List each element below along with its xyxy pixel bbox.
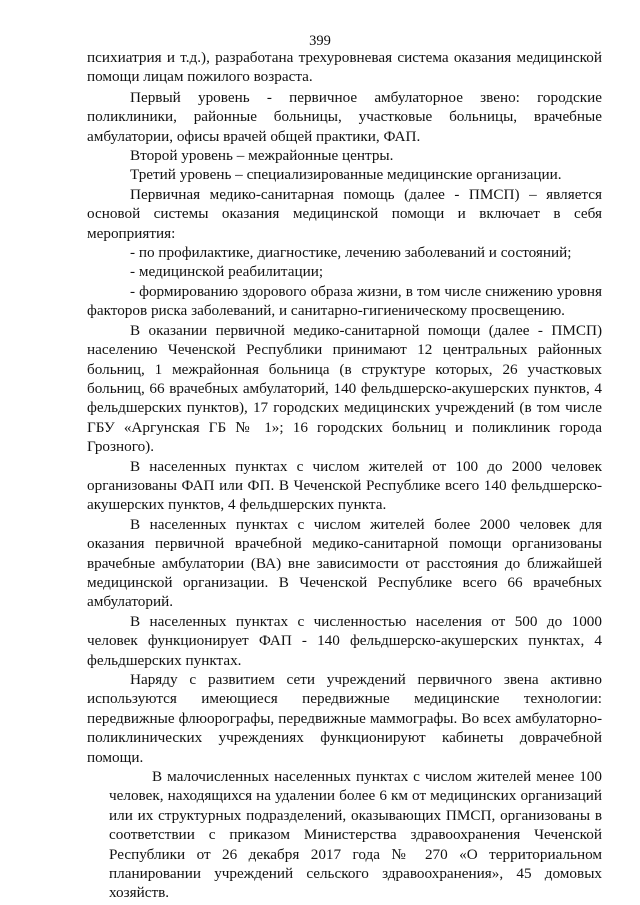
paragraph-pmsp-network: В оказании первичной медико-санитарной помощи (далее - ПМСП) населению Чеченской Республики принимают 12 центральных районных больниц, 1 межрайонная больница (в структуре которых, 26 участковых больниц, 66 врачебных амбулаторий, 140 фельдшерско-акушерских пунктов, 4 фельдшерских пунктов), 17 городских медицинских учреждений (в том числе ГБУ «Аргунская ГБ № 1»; 16 городских больниц и поликлиник города Грозного).: [87, 321, 602, 456]
list-item-prevention: - по профилактике, диагностике, лечению заболеваний и состояний;: [130, 244, 572, 262]
paragraph-first-level: Первый уровень - первичное амбулаторное звено: городские поликлиники, районные больницы, участковые больницы, врачебные амбулатории, офисы врачей общей практики, ФАП.: [87, 88, 602, 145]
paragraph-third-level: Третий уровень – специализированные медицинские организации.: [130, 166, 562, 184]
paragraph-mobile-technologies: Наряду с развитием сети учреждений первичного звена активно используются имеющиеся передвижные медицинские технологии: передвижные флюорографы, передвижные маммографы. Во всех амбулаторно-поликлинических учреждениях функционируют кабинеты доврачебной помощи.: [87, 671, 602, 766]
last-paragraph-block: [87, 767, 602, 903]
page-number: 399: [309, 33, 331, 49]
paragraph-continuation: психиатрия и т.д.), разработана трехуровневая система оказания медицинской помощи лицам пожилого возраста.: [87, 49, 602, 86]
list-item-healthy-lifestyle: - формированию здорового образа жизни, в том числе снижению уровня факторов риска заболеваний, и санитарно-гигиеническому просвещению.: [87, 282, 602, 320]
document-body: [87, 48, 602, 903]
paragraph-small-settlements: В малочисленных населенных пунктах с числом жителей менее 100 человек, находящихся на удалении более 6 км от медицинских организаций или их структурных подразделений, оказывающих ПМСП, организованы в соответствии с приказом Министерства здравоохранения Чеченской Республики от 26 декабря 2017 года № 270 «О территориальном планировании учреждений сельского здравоохранения», 45 домовых хозяйств.: [109, 768, 602, 902]
paragraph-pmsp-definition: Первичная медико-санитарная помощь (далее - ПМСП) – является основой системы оказания медицинской помощи и включает в себя мероприятия:: [87, 185, 602, 242]
paragraph-ambulatories: В населенных пунктах с числом жителей более 2000 человек для оказания первичной врачебной медико-санитарной помощи организованы врачебные амбулатории (ВА) вне зависимости от расстояния до ближайшей медицинской организации. В Чеченской Республике всего 66 врачебных амбулаторий.: [87, 515, 602, 611]
list-item-rehabilitation: - медицинской реабилитации;: [130, 263, 324, 281]
paragraph-fap-population: В населенных пунктах с численностью населения от 500 до 1000 человек функционирует ФАП - 140 фельдшерско-акушерских пунктах, 4 фельдшерских пунктах.: [87, 612, 602, 669]
paragraph-second-level: Второй уровень – межрайонные центры.: [130, 147, 394, 165]
paragraph-fap-settlements: В населенных пунктах с числом жителей от 100 до 2000 человек организованы ФАП или ФП. В Чеченской Республике всего 140 фельдшерско-акушерских пунктов, 4 фельдшерских пункта.: [87, 457, 602, 514]
